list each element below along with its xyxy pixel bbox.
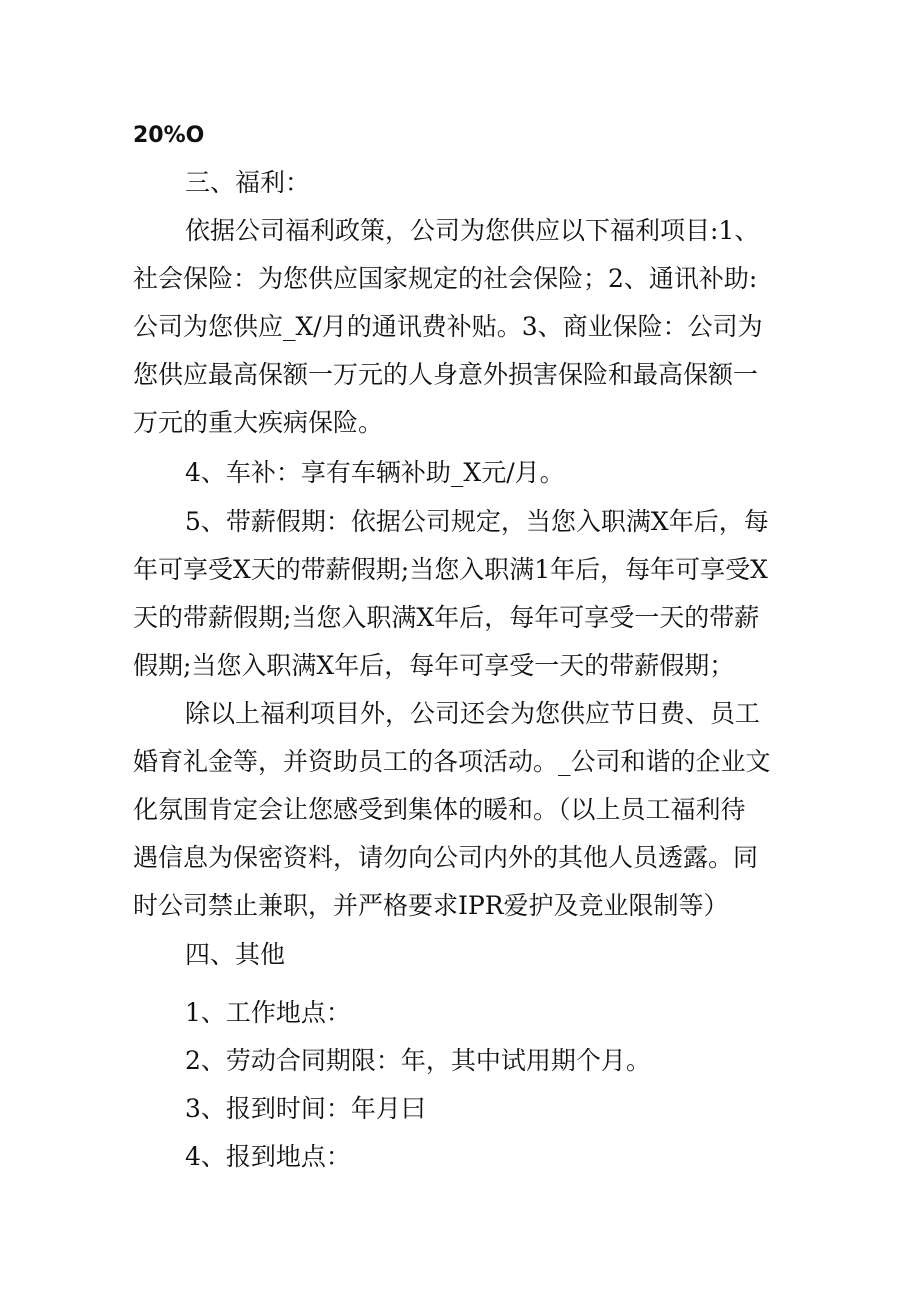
- section-heading-welfare: 三、福利：: [185, 168, 311, 197]
- text-line: 4、报到地点：: [185, 1142, 351, 1171]
- text-line: 20%O: [133, 123, 205, 148]
- text-line: 2、劳动合同期限：年，其中试用期个月。: [185, 1046, 651, 1075]
- text-line: 化氛围肯定会让您感受到集体的暖和。（以上员工福利待: [133, 795, 746, 824]
- text-line: 3、报到时间：年月曰: [185, 1094, 426, 1123]
- text-line: 公司为您供应_X/月的通讯费补贴。3、商业保险：公司为: [133, 312, 763, 341]
- text-line: 5、带薪假期：依据公司规定，当您入职满X年后，每: [185, 507, 769, 536]
- section-heading-other: 四、其他: [185, 940, 286, 969]
- text-line: 万元的重大疾病保险。: [133, 408, 384, 437]
- text-line: 年可享受X天的带薪假期;当您入职满1年后，每年可享受X: [133, 555, 768, 584]
- text-line: 婚育礼金等，并资助员工的各项活动。_公司和谐的企业文: [133, 747, 771, 776]
- text-line: 1、工作地点：: [185, 998, 351, 1027]
- text-line: 您供应最高保额一万元的人身意外损害保险和最高保额一: [133, 360, 759, 389]
- text-line: 假期;当您入职满X年后，每年可享受一天的带薪假期；: [133, 651, 735, 680]
- text-line: 天的带薪假期;当您入职满X年后，每年可享受一天的带薪: [133, 603, 760, 632]
- text-line: 依据公司福利政策，公司为您供应以下福利项目:1、: [185, 216, 760, 245]
- text-line: 时公司禁止兼职，并严格要求IPR爱护及竞业限制等）: [133, 891, 729, 920]
- text-line: 社会保险：为您供应国家规定的社会保险；2、通讯补助:: [133, 264, 758, 293]
- text-line: 除以上福利项目外，公司还会为您供应节日费、员工: [185, 699, 761, 728]
- text-line: 遇信息为保密资料，请勿向公司内外的其他人员透露。同: [133, 843, 759, 872]
- text-line: 4、车补：享有车辆补助_X元/月。: [185, 458, 565, 487]
